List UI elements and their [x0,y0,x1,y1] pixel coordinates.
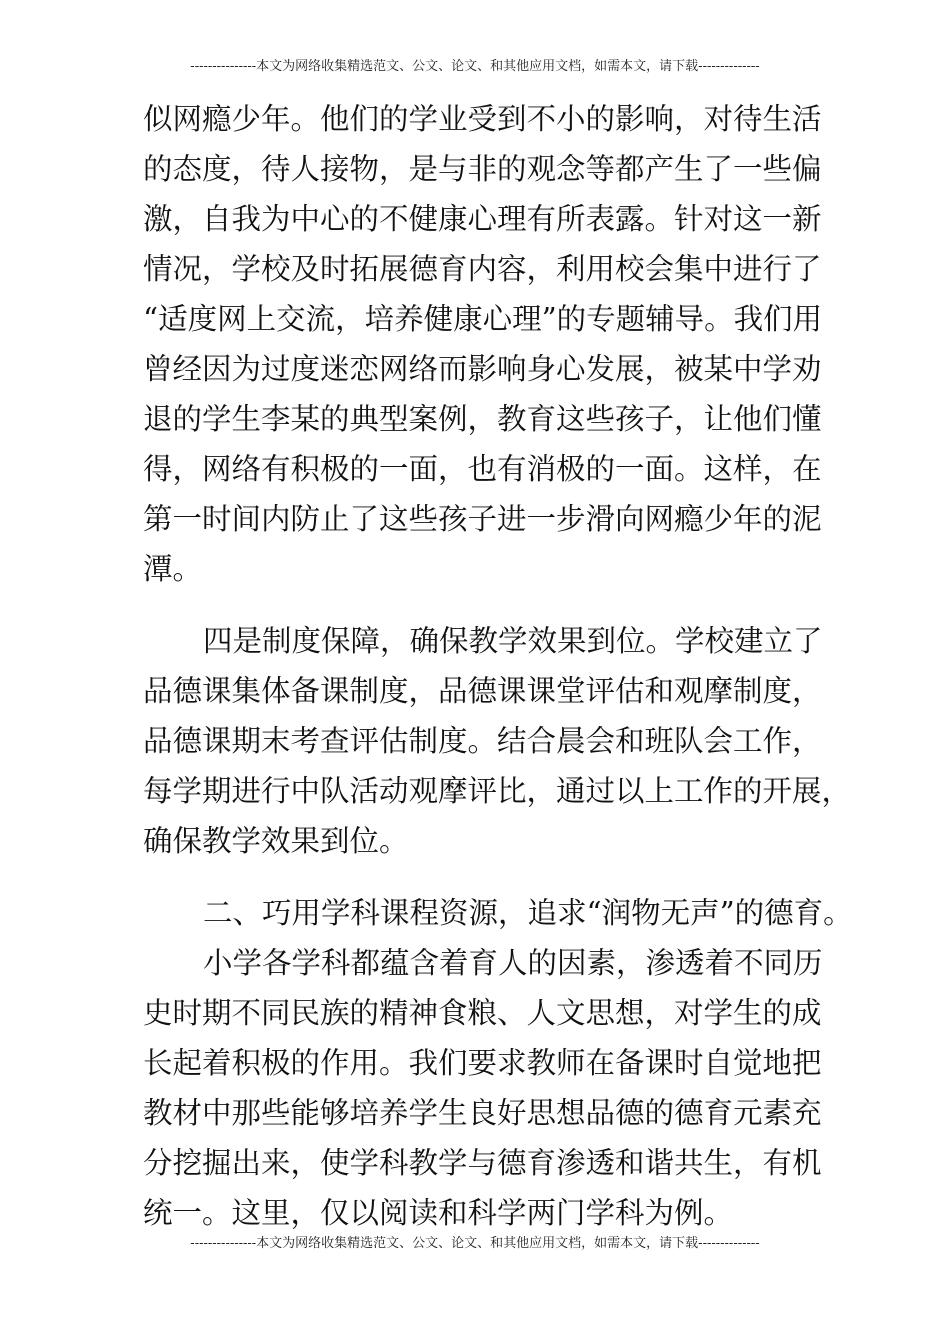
text-line: 教材中那些能够培养学生良好思想品德的德育元素充 [143,1096,822,1130]
header-banner: ---------------本文为网络收集精选范文、公文、论文、和其他应用文档，如需本文，请下载-------------- [190,59,760,74]
text-line: 每学期进行中队活动观摩评比，通过以上工作的开展， [143,774,852,808]
text-line: 二、巧用学科课程资源，追求“润物无声”的德育。 [203,896,853,930]
text-line: 潭。 [143,552,203,586]
section-heading [143,888,853,938]
text-line: 长起着积极的作用。我们要求教师在备课时自觉地把 [143,1046,822,1080]
text-line: 四是制度保障，确保教学效果到位。学校建立了 [203,624,823,658]
text-line: 似网瘾少年。他们的学业受到不小的影响，对待生活 [143,102,822,136]
text-line: 的态度，待人接物，是与非的观念等都产生了一些偏 [143,152,822,186]
text-line: 品德课集体备课制度，品德课课堂评估和观摩制度， [143,674,822,708]
text-line: 曾经因为过度迷恋网络而影响身心发展，被某中学劝 [143,352,822,386]
text-line: 确保教学效果到位。 [143,824,409,858]
text-line: 小学各学科都蕴含着育人的因素，渗透着不同历 [203,946,823,980]
text-line: 退的学生李某的典型案例，教育这些孩子，让他们懂 [143,402,822,436]
text-line: 品德课期末考查评估制度。结合晨会和班队会工作， [143,724,822,758]
paragraph-4 [143,938,823,1238]
text-line: 激，自我为中心的不健康心理有所表露。针对这一新 [143,202,822,236]
footer-banner: ---------------本文为网络收集精选范文、公文、论文、和其他应用文档，如需本文，请下载-------------- [190,1236,760,1251]
text-line: 分挖掘出来，使学科教学与德育渗透和谐共生，有机 [143,1146,822,1180]
paragraph-1 [143,94,823,594]
document-body [143,94,853,1238]
text-line: 情况，学校及时拓展德育内容，利用校会集中进行了 [143,252,822,286]
text-line: “适度网上交流，培养健康心理”的专题辅导。我们用 [143,302,823,336]
text-line: 得，网络有积极的一面，也有消极的一面。这样，在 [143,452,822,486]
text-line: 第一时间内防止了这些孩子进一步滑向网瘾少年的泥 [143,502,822,536]
text-line: 史时期不同民族的精神食粮、人文思想，对学生的成 [143,996,822,1030]
paragraph-2 [143,616,852,866]
text-line: 统一。这里，仅以阅读和科学两门学科为例。 [143,1196,734,1230]
